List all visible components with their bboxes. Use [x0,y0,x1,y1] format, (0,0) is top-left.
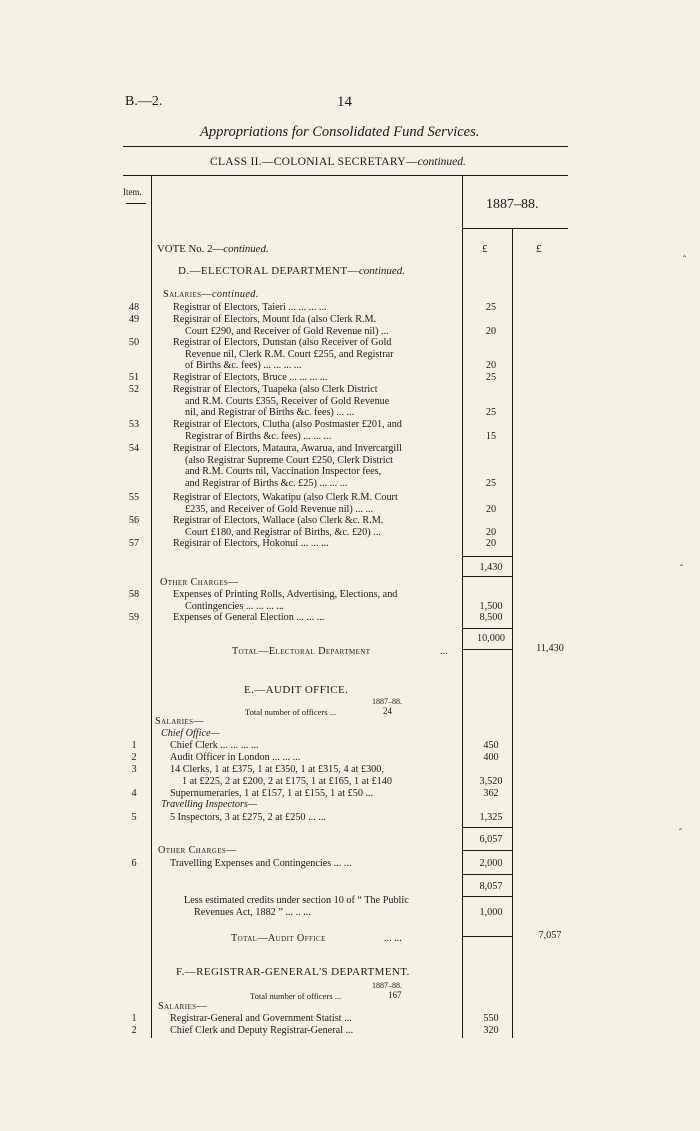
electoral-item-amount: 25 [485,477,497,489]
electoral-item-description: Registrar of Electors, Clutha (also Postmaster £201, and [173,419,402,430]
registrar-item-description: Chief Clerk and Deputy Registrar-General ... [170,1025,354,1036]
amount-column-divider [462,176,463,1038]
electoral-total-dots: ... [440,646,448,657]
electoral-item-amount: 20 [485,325,497,337]
electoral-item-number: 50 [128,337,140,348]
audit-total-dots: ... ... [384,933,402,944]
audit-item-number: 1 [131,740,137,751]
audit-item-number: 4 [131,788,137,799]
year-header-rule [462,228,568,229]
electoral-other-item-amount: 1,500 [479,600,503,612]
electoral-heading: D.—ELECTORAL DEPARTMENT—continued. [178,265,406,277]
audit-item-number: 2 [131,752,137,763]
registrar-heading: F.—REGISTRAR-GENERAL'S DEPARTMENT. [176,966,410,978]
electoral-item-description: Registrar of Electors, Wakatipu (also Clerk R.M. Court [173,492,398,503]
title-rule [123,146,568,147]
audit-item-6-amount: 2,000 [479,858,503,869]
audit-item-amount: 3,520 [479,775,503,787]
electoral-item-description: of Births &c. fees) ... ... ... ... [185,360,302,372]
audit-salaries-label: Salaries— [155,716,205,727]
electoral-other-subtotal: 10,000 [476,633,505,644]
electoral-other-item-description: Expenses of General Election ... ... ... [173,612,325,623]
electoral-item-amount: 25 [485,372,497,383]
audit-item-5-number: 5 [131,812,137,823]
class-rule [123,175,568,176]
electoral-other-charges-label: Other Charges— [160,577,239,588]
registrar-officers-label: Total number of officers ... [250,991,342,1001]
registrar-officers-count: 167 [388,990,402,1000]
electoral-subtotal-rule [462,556,512,557]
electoral-subtotal-rule-2 [462,576,512,577]
electoral-item-number: 53 [128,419,140,430]
audit-item-6-description: Travelling Expenses and Contingencies ... ... [170,858,352,869]
electoral-item-number: 48 [128,302,140,313]
electoral-other-item-number: 58 [128,589,140,600]
audit-item-description: Audit Officer in London ... ... ... [170,752,301,763]
audit-item-6-number: 6 [131,858,137,869]
registrar-salaries-label: Salaries— [158,1001,208,1012]
electoral-item-description: Registrar of Electors, Dunstan (also Receiver of Gold [173,337,392,348]
audit-total: 7,057 [538,930,562,941]
electoral-total-label: Total—Electoral Department [232,646,371,657]
audit-item-amount: 450 [483,740,499,751]
class-heading: CLASS II.—COLONIAL SECRETARY—continued. [210,156,466,168]
electoral-item-amount: 25 [485,302,497,313]
audit-total-label: Total—Audit Office [231,933,326,944]
electoral-item-number: 56 [128,515,140,526]
electoral-other-item-description: Expenses of Printing Rolls, Advertising, Elections, and [173,589,398,600]
audit-officers-year: 1887–88. [372,697,402,706]
electoral-other-item-number: 59 [128,612,140,623]
registrar-item-amount: 320 [483,1025,499,1036]
audit-travelling-label: Travelling Inspectors— [161,799,257,810]
electoral-item-description: and Registrar of Births &c. £25) ... ... ... [185,477,348,489]
electoral-item-description: Registrar of Electors, Mount Ida (also Clerk R.M. [173,314,377,325]
electoral-other-item-description: Contingencies ... ... ... ... [185,600,285,612]
pound-sign-total: £ [536,243,542,255]
electoral-item-amount: 15 [485,430,497,442]
audit-other-charges-label: Other Charges— [158,845,237,856]
audit-total-rule [462,936,512,937]
electoral-item-number: 55 [128,492,140,503]
item-column-divider [151,176,152,1038]
margin-mark-3: ‸ [679,820,683,830]
margin-mark-1: ‸ [683,247,687,257]
audit-item-description: 1 at £225, 2 at £200, 2 at £175, 1 at £165, 1 at £140 [182,775,392,787]
electoral-item-description: Registrar of Electors, Wallace (also Clerk &c. R.M. [173,515,384,526]
electoral-other-item-amount: 8,500 [479,612,503,623]
electoral-item-description: and R.M. Courts £355, Receiver of Gold Revenue [185,395,390,407]
electoral-item-description: Registrar of Electors, Bruce ... ... ... ... [173,372,328,383]
electoral-item-number: 51 [128,372,140,383]
electoral-other-rule [462,628,512,629]
electoral-item-number: 57 [128,538,140,549]
registrar-item-description: Registrar-General and Government Statist ... [170,1013,352,1024]
vote-heading: VOTE No. 2—continued. [157,243,269,255]
registrar-officers-year: 1887–88. [372,981,402,990]
electoral-item-description: Registrar of Births &c. fees) ... ... ... [185,430,332,442]
item-column-header: Item. [123,187,142,197]
audit-item-number: 3 [131,764,137,775]
page-number: 14 [337,94,352,110]
audit-item-description: Supernumeraries, 1 at £157, 1 at £155, 1 at £50 ... [170,788,374,799]
electoral-salaries-label: Salaries—continued. [163,289,259,300]
electoral-item-description: Registrar of Electors, Tuapeka (also Clerk District [173,384,378,395]
electoral-item-amount: 20 [485,360,497,372]
electoral-item-description: Court £180, and Registrar of Births, &c. £20) ... [185,526,381,538]
electoral-item-description: Revenue nil, Clerk R.M. Court £255, and Registrar [185,348,394,360]
audit-heading: E.—AUDIT OFFICE. [244,684,349,696]
audit-credits-line-2: Revenues Act, 1882 ” ... .. ... [194,907,311,918]
total-column-divider [512,228,513,1038]
registrar-item-amount: 550 [483,1013,499,1024]
margin-mark-2: ‸ [680,556,684,566]
audit-gross: 8,057 [479,881,503,892]
audit-chief-office-label: Chief Office— [161,728,220,739]
electoral-total: 11,430 [536,643,564,654]
audit-subtotal-rule [462,827,512,828]
electoral-item-number: 49 [128,314,140,325]
registrar-item-number: 2 [131,1025,137,1036]
item-header-underline [126,203,146,204]
electoral-item-description: Registrar of Electors, Taieri ... ... ... ... [173,302,327,313]
audit-officers-label: Total number of officers ... [245,707,337,717]
electoral-total-rule [462,649,512,650]
audit-item-amount: 400 [483,752,499,763]
electoral-item-amount: 20 [485,503,497,515]
audit-credits: 1,000 [479,907,503,918]
electoral-salaries-subtotal: 1,430 [479,562,503,573]
page-title: Appropriations for Consolidated Fund Services. [200,124,480,140]
electoral-item-description: nil, and Registrar of Births &c. fees) ... ... [185,407,355,419]
audit-officers-count: 24 [383,706,392,716]
audit-item-amount: 362 [483,788,499,799]
audit-gross-rule [462,874,512,875]
audit-credits-line-1: Less estimated credits under section 10 of “ The Public [184,895,409,906]
electoral-item-amount: 25 [485,407,497,419]
electoral-item-description: £235, and Receiver of Gold Revenue nil) ... ... [185,503,374,515]
electoral-item-amount: 20 [485,526,497,538]
electoral-item-description: and R.M. Courts nil, Vaccination Inspector fees, [185,466,382,478]
audit-salaries-subtotal: 6,057 [479,834,503,845]
audit-gross-rule-2 [462,896,512,897]
electoral-item-description: (also Registrar Supreme Court £250, Clerk District [185,454,393,466]
registrar-item-number: 1 [131,1013,137,1024]
electoral-item-description: Registrar of Electors, Hokonui ... ... ... [173,538,329,549]
audit-subtotal-rule-2 [462,850,512,851]
audit-item-description: 14 Clerks, 1 at £375, 1 at £350, 1 at £315, 4 at £300, [170,764,384,775]
electoral-item-amount: 20 [485,538,497,549]
pound-sign-amount: £ [482,243,488,255]
audit-item-5-description: 5 Inspectors, 3 at £275, 2 at £250 ... ... [170,812,326,823]
electoral-item-description: Registrar of Electors, Mataura, Awarua, and Invercargill [173,443,402,454]
electoral-item-number: 52 [128,384,140,395]
audit-item-description: Chief Clerk ... ... ... ... [170,740,259,751]
year-column-header: 1887–88. [486,197,539,212]
electoral-item-number: 54 [128,443,140,454]
audit-item-5-amount: 1,325 [479,812,503,823]
page-reference: B.—2. [125,94,163,109]
electoral-item-description: Court £290, and Receiver of Gold Revenue nil) ... [185,325,389,337]
